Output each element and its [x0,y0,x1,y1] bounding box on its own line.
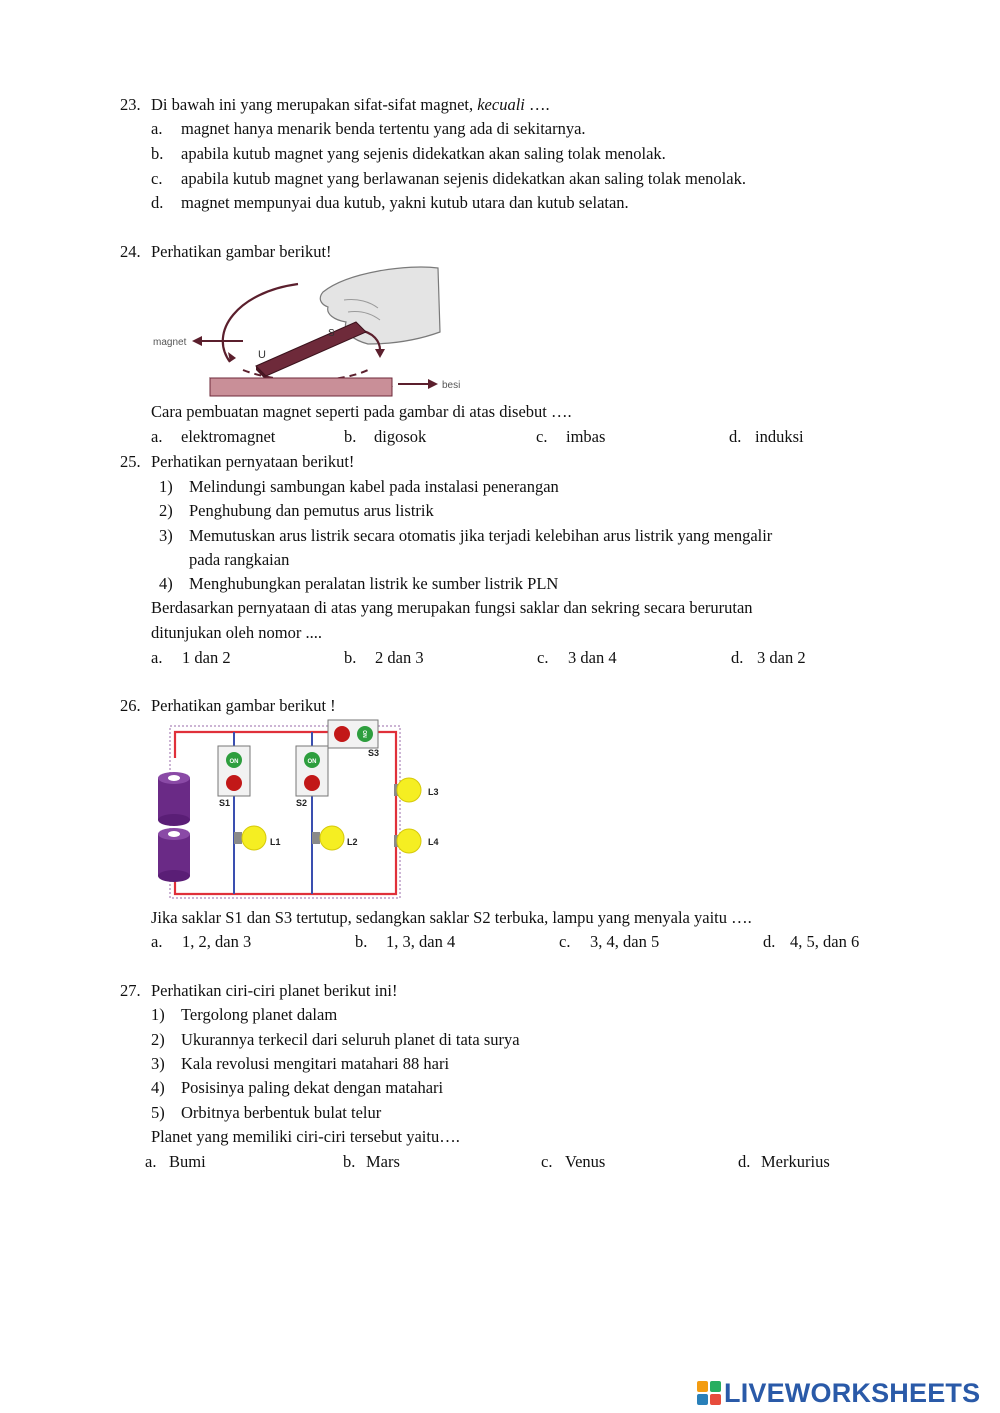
q25-option-d-text: 3 dan 2 [757,648,806,667]
q27-option-d-letter[interactable]: d. [738,1152,751,1171]
l2-label: L2 [347,837,358,847]
q24-option-b-text: digosok [374,427,427,446]
q27-stem: Perhatikan ciri-ciri planet berikut ini! [151,981,398,1000]
q27-option-d-text: Merkurius [761,1152,830,1171]
pole-u-label: U [258,349,266,361]
q27-number: 27. [120,981,141,1000]
q25-item-1-number: 1) [159,477,173,496]
q23-stem-italic: kecuali [477,95,525,114]
pole-s-label: S [328,328,335,339]
q23-number: 23. [120,95,141,114]
q23-option-a-letter[interactable]: a. [151,119,163,138]
q25-option-a-letter[interactable]: a. [151,648,163,667]
q25-option-b-letter[interactable]: b. [344,648,357,667]
q23-option-c-letter[interactable]: c. [151,169,163,188]
magnet-label: magnet [153,337,187,348]
lamp-l2-icon [312,826,344,850]
q27-option-b-text: Mars [366,1152,400,1171]
q27-option-a-text: Bumi [169,1152,206,1171]
q24-option-d-text: induksi [755,427,804,446]
q23-option-d-text: magnet mempunyai dua kutub, yakni kutub utara dan kutub selatan. [181,193,629,212]
q27-question: Planet yang memiliki ciri-ciri tersebut yaitu…. [151,1127,460,1146]
q24-question: Cara pembuatan magnet seperti pada gambar di atas disebut …. [151,402,572,421]
s2-label: S2 [296,798,308,808]
q25-option-b-text: 2 dan 3 [375,648,424,667]
s2-on-label: ON [307,759,317,765]
lamp-l1-icon [234,826,266,850]
q25-stem: Perhatikan pernyataan berikut! [151,452,355,471]
l1-label: L1 [270,837,281,847]
lamp-l4-icon [394,829,421,853]
q23-stem: Di bawah ini yang merupakan sifat-sifat magnet, kecuali …. [151,95,550,114]
q25-item-4-text: Menghubungkan peralatan listrik ke sumber listrik PLN [189,574,559,593]
switch-s3[interactable] [328,720,378,748]
q26-option-a-letter[interactable]: a. [151,932,163,951]
l4-label: L4 [428,837,439,847]
besi-label: besi [442,380,461,391]
l3-label: L3 [428,787,439,797]
q27-option-c-text: Venus [565,1152,606,1171]
q25-item-3-number: 3) [159,526,173,545]
magnet-rubbing-figure [148,262,468,402]
q23-option-c-text: apabila kutub magnet yang berlawanan sejenis didekatkan akan saling tolak menolak. [181,169,746,188]
q27-item-2-text: Ukurannya terkecil dari seluruh planet di tata surya [181,1030,520,1049]
s1-on-label: ON [229,759,239,765]
q24-number: 24. [120,242,141,261]
q27-option-b-letter[interactable]: b. [343,1152,356,1171]
q23-option-a-text: magnet hanya menarik benda tertentu yang ada di sekitarnya. [181,119,586,138]
battery-icon [158,772,190,882]
q25-item-3-continuation: pada rangkaian [189,550,290,569]
q25-option-c-text: 3 dan 4 [568,648,617,667]
q25-question-line2: ditunjukan oleh nomor .... [151,623,322,642]
q26-option-d-text: 4, 5, dan 6 [790,932,860,951]
q24-option-b-letter[interactable]: b. [344,427,357,446]
lamp-l3-icon [394,778,421,802]
q26-question: Jika saklar S1 dan S3 tertutup, sedangkan saklar S2 terbuka, lampu yang menyala yaitu …. [151,908,752,927]
q26-number: 26. [120,696,141,715]
q24-option-c-text: imbas [566,427,606,446]
q27-item-5-text: Orbitnya berbentuk bulat telur [181,1103,382,1122]
q25-item-2-text: Penghubung dan pemutus arus listrik [189,501,434,520]
iron-bar [210,378,392,396]
q24-stem: Perhatikan gambar berikut! [151,242,332,261]
q25-question-line1: Berdasarkan pernyataan di atas yang merupakan fungsi saklar dan sekring secara berurutan [151,598,753,617]
q27-item-1-text: Tergolong planet dalam [181,1005,338,1024]
q25-item-4-number: 4) [159,574,173,593]
liveworksheets-brand-text: LIVEWORKSHEETS [724,1377,981,1408]
liveworksheets-logo-icon [697,1381,721,1405]
q27-item-1-number: 1) [151,1005,165,1024]
q24-option-c-letter[interactable]: c. [536,427,548,446]
q24-option-a-text: elektromagnet [181,427,276,446]
q27-item-5-number: 5) [151,1103,165,1122]
bar-magnet [256,322,366,376]
q25-item-2-number: 2) [159,501,173,520]
q23-option-b-letter[interactable]: b. [151,144,164,163]
liveworksheets-logo[interactable] [697,1377,981,1408]
q27-item-2-number: 2) [151,1030,165,1049]
q27-option-a-letter[interactable]: a. [145,1152,157,1171]
q27-item-4-number: 4) [151,1078,165,1097]
q26-option-b-letter[interactable]: b. [355,932,368,951]
q25-option-d-letter[interactable]: d. [731,648,744,667]
q27-item-3-number: 3) [151,1054,165,1073]
q25-option-a-text: 1 dan 2 [182,648,231,667]
q23-option-b-text: apabila kutub magnet yang sejenis didekatkan akan saling tolak menolak. [181,144,666,163]
q26-stem: Perhatikan gambar berikut ! [151,696,336,715]
q27-item-3-text: Kala revolusi mengitari matahari 88 hari [181,1054,450,1073]
q27-option-c-letter[interactable]: c. [541,1152,553,1171]
q25-option-c-letter[interactable]: c. [537,648,549,667]
q23-option-d-letter[interactable]: d. [151,193,164,212]
s1-label: S1 [219,798,231,808]
switch-s2[interactable] [296,746,328,796]
q27-item-4-text: Posisinya paling dekat dengan matahari [181,1078,444,1097]
q26-option-c-text: 3, 4, dan 5 [590,932,660,951]
q25-item-3-text: Memutuskan arus listrik secara otomatis jika terjadi kelebihan arus listrik yang mengalir [189,526,773,545]
switch-s1[interactable] [218,746,250,796]
q26-option-b-text: 1, 3, dan 4 [386,932,456,951]
q26-option-c-letter[interactable]: c. [559,932,571,951]
q24-option-d-letter[interactable]: d. [729,427,742,446]
s3-label: S3 [368,748,380,758]
q25-number: 25. [120,452,141,471]
q24-option-a-letter[interactable]: a. [151,427,163,446]
circuit-diagram [150,718,439,908]
q25-item-1-text: Melindungi sambungan kabel pada instalasi penerangan [189,477,559,496]
q26-option-d-letter[interactable]: d. [763,932,776,951]
q26-option-a-text: 1, 2, dan 3 [182,932,252,951]
s3-on-label: ON [361,730,367,738]
